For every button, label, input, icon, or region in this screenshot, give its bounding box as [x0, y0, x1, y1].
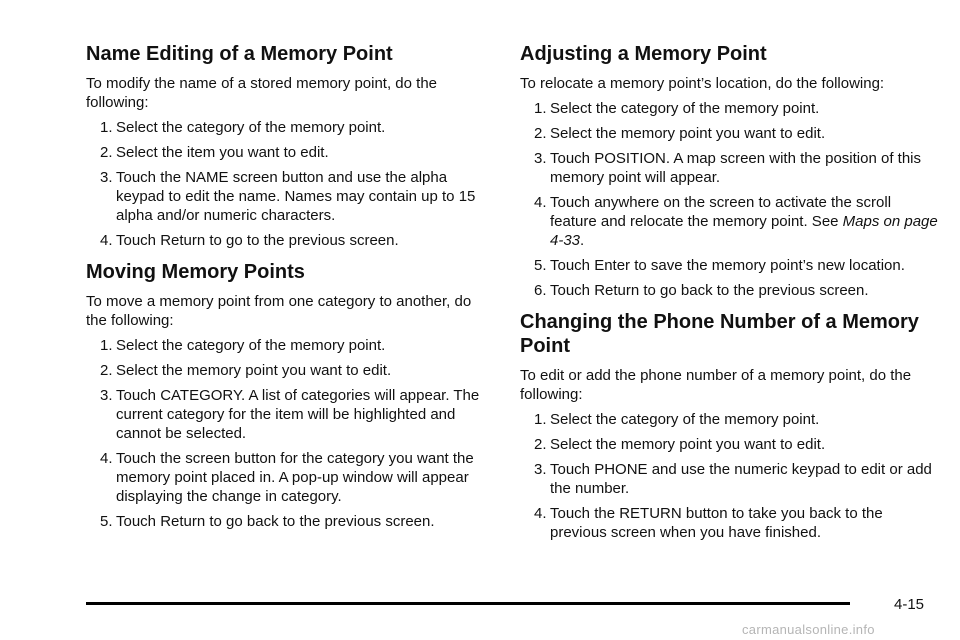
list-item: 3. Touch PHONE and use the numeric keypad to edit or add the number. [534, 461, 932, 497]
list-item: 6. Touch Return to go back to the previous screen. [534, 282, 869, 299]
list-item: 1. Select the category of the memory point. [100, 337, 386, 354]
section-intro: To modify the name of a stored memory point, do the following: [86, 75, 438, 111]
list-item: 2. Select the item you want to edit. [100, 144, 329, 161]
list-item: 5. Touch Return to go back to the previous screen. [100, 513, 435, 530]
page-number: 4-15 [894, 596, 925, 613]
section-intro: To relocate a memory point’s location, do the following: [520, 75, 885, 92]
list-item: 1. Select the category of the memory point. [534, 100, 820, 117]
list-item: 4. Touch the screen button for the category you want the memory point placed in. A pop-up window will appear displaying the change in category. [100, 450, 474, 505]
section-title-moving: Moving Memory Points [86, 261, 305, 283]
list-item: 2. Select the memory point you want to edit. [534, 125, 826, 142]
section-intro: To move a memory point from one category to another, do the following: [86, 293, 472, 329]
section-title-name-editing: Name Editing of a Memory Point [86, 43, 393, 65]
step-list [520, 99, 940, 300]
section-title-adjusting: Adjusting a Memory Point [520, 43, 767, 65]
list-item: 4. Touch Return to go to the previous screen. [100, 232, 399, 249]
list-item: 5. Touch Enter to save the memory point’s new location. [534, 257, 905, 274]
footer-rule [86, 602, 850, 605]
section-intro: To edit or add the phone number of a memory point, do the following: [520, 367, 912, 403]
step-list [86, 118, 496, 250]
list-item: 3. Touch CATEGORY. A list of categories will appear. The current category for the item will be highlighted and cannot be selected. [100, 387, 480, 442]
right-column [520, 42, 940, 552]
list-item: 2. Select the memory point you want to edit. [100, 362, 392, 379]
left-column [86, 42, 496, 541]
list-item: 2. Select the memory point you want to edit. [534, 436, 826, 453]
list-item: 4. Touch anywhere on the screen to activate the scroll feature and relocate the memory point. See Maps on page 4-33. [534, 194, 938, 249]
list-item: 1. Select the category of the memory point. [534, 411, 820, 428]
step-list [86, 336, 496, 531]
list-item: 3. Touch POSITION. A map screen with the position of this memory point will appear. [534, 150, 922, 186]
step-list [520, 410, 940, 542]
list-item: 4. Touch the RETURN button to take you back to the previous screen when you have finished. [534, 505, 883, 541]
section-title-phone: Changing the Phone Number of a Memory Point [520, 311, 919, 357]
list-item: 1. Select the category of the memory point. [100, 119, 386, 136]
watermark: carmanualsonline.info [742, 622, 875, 637]
list-item: 3. Touch the NAME screen button and use the alpha keypad to edit the name. Names may contain up to 15 alpha and/or numeric characters. [100, 169, 476, 224]
maps-page-link[interactable]: Maps on page 4-33 [550, 213, 938, 249]
